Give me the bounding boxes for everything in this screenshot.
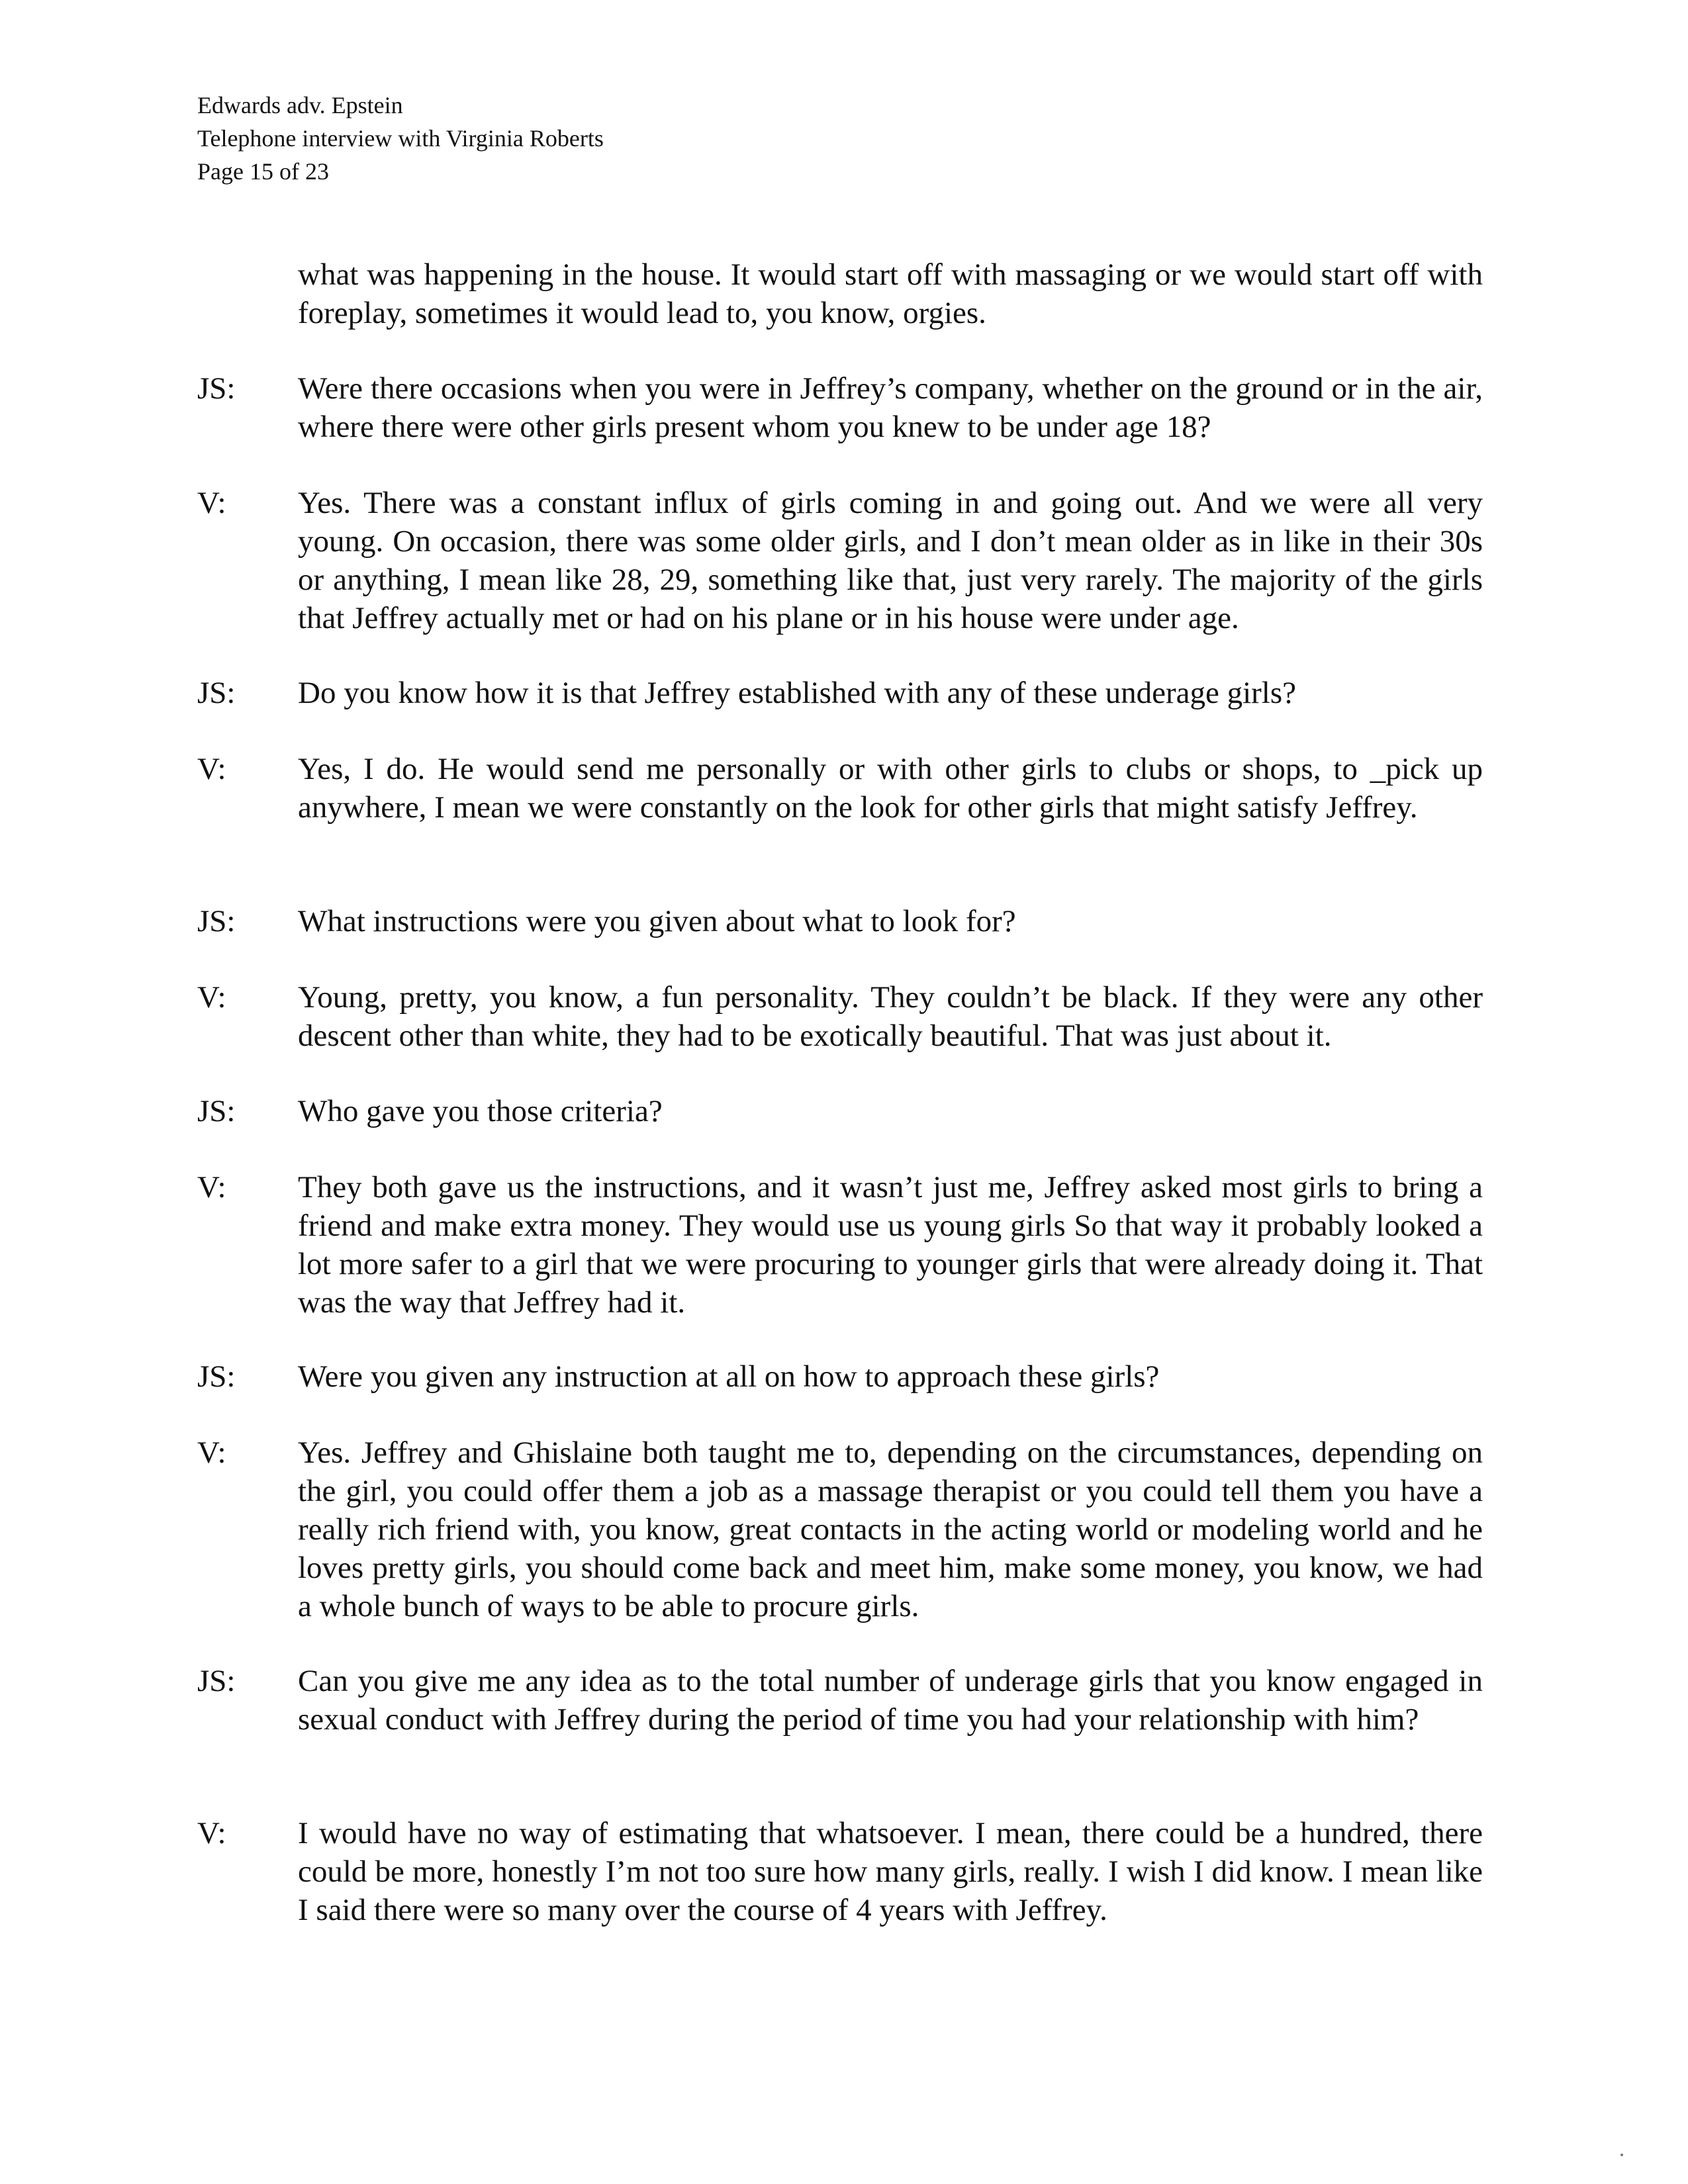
- speaker-label: V:: [197, 980, 226, 1015]
- entry-text: They both gave us the instructions, and it wasn’t just me, Jeffrey asked most girls to bring a friend and make extra money. They would use us young girls So that way it probably looked a lot more safer to a girl that we were procuring to younger girls that were already doing it. That was the way that Jeffrey had it.: [298, 1170, 1483, 1320]
- entry-text: Yes. Jeffrey and Ghislaine both taught me to, depending on the circumstances, depending on the girl, you could offer them a job as a massage therapist or you could tell them you have a really rich friend with, you know, great contacts in the acting world or modeling world and he loves pretty girls, you should come back and meet him, make some money, you know, we had a whole bunch of ways to be able to procure girls.: [298, 1435, 1483, 1623]
- speaker-label: JS:: [197, 1359, 236, 1394]
- speaker-label: V:: [197, 752, 226, 786]
- entry-text: I would have no way of estimating that whatsoever. I mean, there could be a hundred, there could be more, honestly I’m not too sure how many girls, really. I wish I did know. I mean like I said there were so many over the course of 4 years with Jeffrey.: [298, 1816, 1483, 1927]
- entry-text: Do you know how it is that Jeffrey established with any of these underage girls?: [298, 676, 1297, 710]
- speaker-label: V:: [197, 1435, 226, 1470]
- entry-text: Were you given any instruction at all on how to approach these girls?: [298, 1359, 1160, 1394]
- speaker-label: JS:: [197, 1094, 236, 1128]
- speaker-label: V:: [197, 1170, 226, 1205]
- speaker-label: JS:: [197, 904, 236, 938]
- speaker-label: JS:: [197, 676, 236, 710]
- document-header: [197, 89, 604, 188]
- continued-paragraph: what was happening in the house. It would start off with massaging or we would start off with foreplay, sometimes it would lead to, you know, orgies.: [298, 257, 1483, 330]
- entry-text: Young, pretty, you know, a fun personality. They couldn’t be black. If they were any other descent other than white, they had to be exotically beautiful. That was just about it.: [298, 980, 1483, 1053]
- entry-text: Yes. There was a constant influx of girls coming in and going out. And we were all very young. On occasion, there was some older girls, and I don’t mean older as in like in their 30s or anything, I mean like 28, 29, something like that, just very rarely. The majority of the girls that Jeffrey actually met or had on his plane or in his house were under age.: [298, 486, 1483, 635]
- entry-text: Can you give me any idea as to the total number of underage girls that you know engaged in sexual conduct with Jeffrey during the period of time you had your relationship with him?: [298, 1664, 1483, 1737]
- entry-text: Yes, I do. He would send me personally or with other girls to clubs or shops, to _pick up anywhere, I mean we were constantly on the look for other girls that might satisfy Jeffrey.: [298, 752, 1483, 825]
- entry-text: What instructions were you given about what to look for?: [298, 904, 1016, 938]
- speaker-label: JS:: [197, 1664, 236, 1698]
- speaker-label: JS:: [197, 371, 236, 406]
- page-number: Page 15 of 23: [197, 158, 329, 185]
- entry-text: Were there occasions when you were in Jeffrey’s company, whether on the ground or in the air, where there were other girls present whom you knew to be under age 18?: [298, 371, 1483, 444]
- scan-speck: [1620, 2154, 1623, 2156]
- document-title: Telephone interview with Virginia Roberts: [197, 125, 604, 152]
- speaker-label: V:: [197, 1816, 226, 1850]
- speaker-label: V:: [197, 486, 226, 520]
- case-caption: Edwards adv. Epstein: [197, 92, 403, 118]
- entry-text: Who gave you those criteria?: [298, 1094, 663, 1128]
